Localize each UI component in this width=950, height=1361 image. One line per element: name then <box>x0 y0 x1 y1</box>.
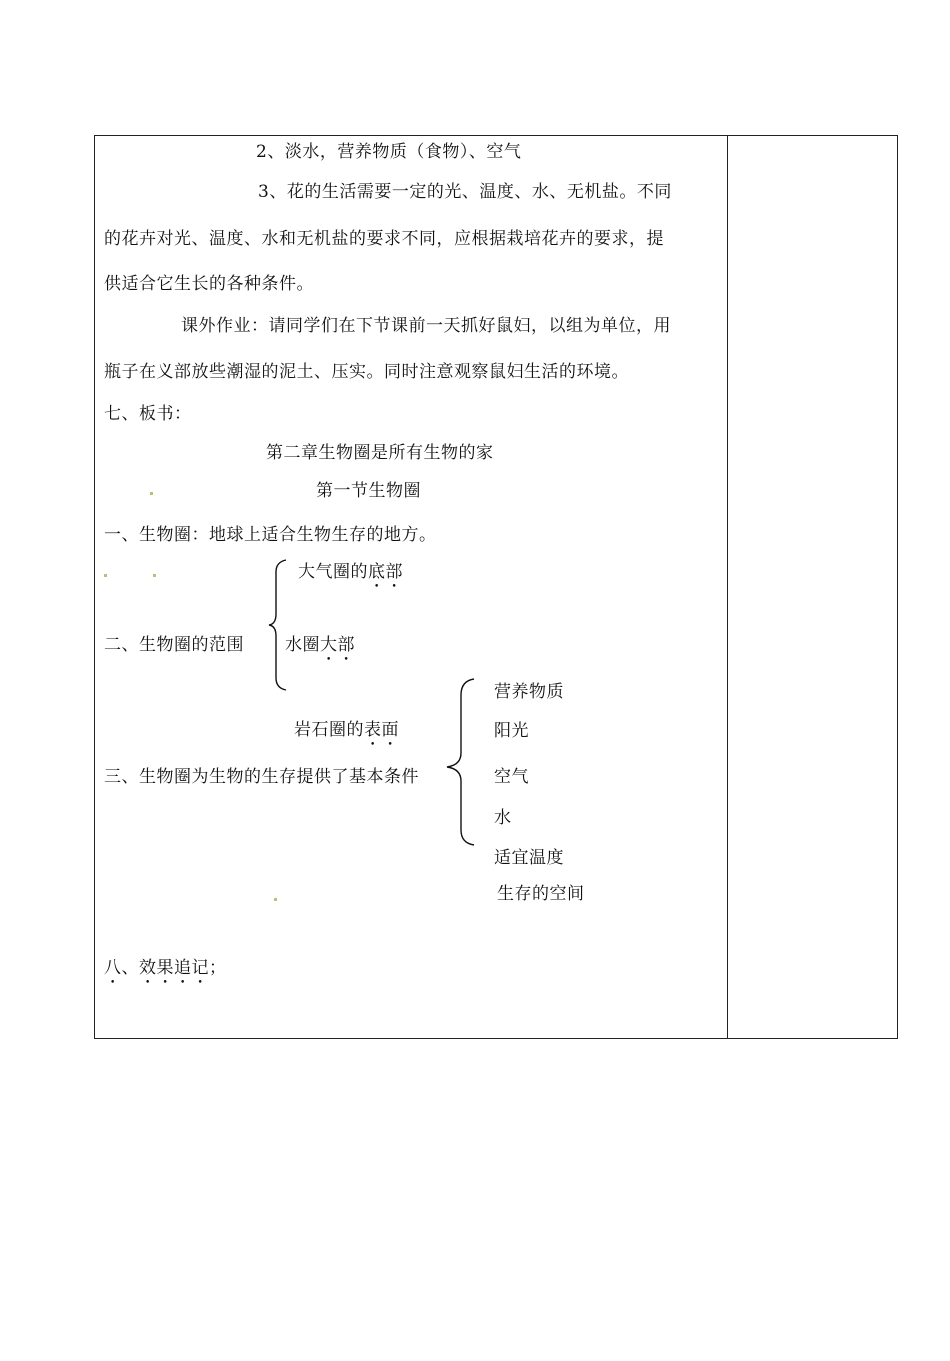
condition-water: 水 <box>494 808 512 828</box>
range-hydrosphere <box>285 634 355 665</box>
scan-speck <box>104 574 107 577</box>
scan-speck <box>150 492 153 495</box>
range-brace-icon <box>268 558 290 692</box>
condition-living-space: 生存的空间 <box>497 884 585 904</box>
chapter-title: 第二章生物圈是所有生物的家 <box>266 443 494 463</box>
point-2-label: 二、生物圈的范围 <box>104 635 244 655</box>
range-atmosphere-text: 大气圈的 <box>298 562 368 582</box>
item-3-line-3: 供适合它生长的各种条件。 <box>104 274 314 294</box>
condition-sunlight: 阳光 <box>494 721 529 741</box>
range-atmosphere-emphasis: 底部 <box>368 562 403 582</box>
reflection-heading-text: 八、效果追记 <box>104 958 209 978</box>
reflection-colon: ； <box>209 958 227 978</box>
range-atmosphere <box>298 561 403 592</box>
condition-air: 空气 <box>494 767 529 787</box>
item-2-text: 2、淡水，营养物质（食物）、空气 <box>256 142 522 162</box>
table-column-divider <box>727 135 728 1039</box>
range-lithosphere <box>294 719 399 750</box>
homework-line-2: 瓶子在义部放些潮湿的泥土、压实。同时注意观察鼠妇生活的环境。 <box>104 362 629 382</box>
point-1-definition: 一、生物圈：地球上适合生物生存的地方。 <box>104 525 437 545</box>
scan-speck <box>274 898 277 901</box>
point-3-label: 三、生物圈为生物的生存提供了基本条件 <box>104 767 419 787</box>
range-lithosphere-emphasis: 表面 <box>364 720 399 740</box>
range-hydrosphere-emphasis: 大部 <box>320 635 355 655</box>
homework-line-1: 课外作业：请同学们在下节课前一天抓好鼠妇，以组为单位，用 <box>181 316 671 336</box>
condition-temperature: 适宜温度 <box>494 848 564 868</box>
range-lithosphere-text: 岩石圈的 <box>294 720 364 740</box>
condition-nutrients: 营养物质 <box>494 682 564 702</box>
item-3-line-2: 的花卉对光、温度、水和无机盐的要求不同，应根据栽培花卉的要求，提 <box>104 229 664 249</box>
section-title: 第一节生物圈 <box>316 481 421 501</box>
board-heading: 七、板书： <box>104 404 192 424</box>
range-hydrosphere-text: 水圈 <box>285 635 320 655</box>
reflection-heading <box>104 957 227 988</box>
lesson-table-frame <box>94 135 898 1039</box>
scan-speck <box>153 574 156 577</box>
item-3-line-1: 3、花的生活需要一定的光、温度、水、无机盐。不同 <box>258 182 672 202</box>
conditions-brace-icon <box>444 676 480 848</box>
